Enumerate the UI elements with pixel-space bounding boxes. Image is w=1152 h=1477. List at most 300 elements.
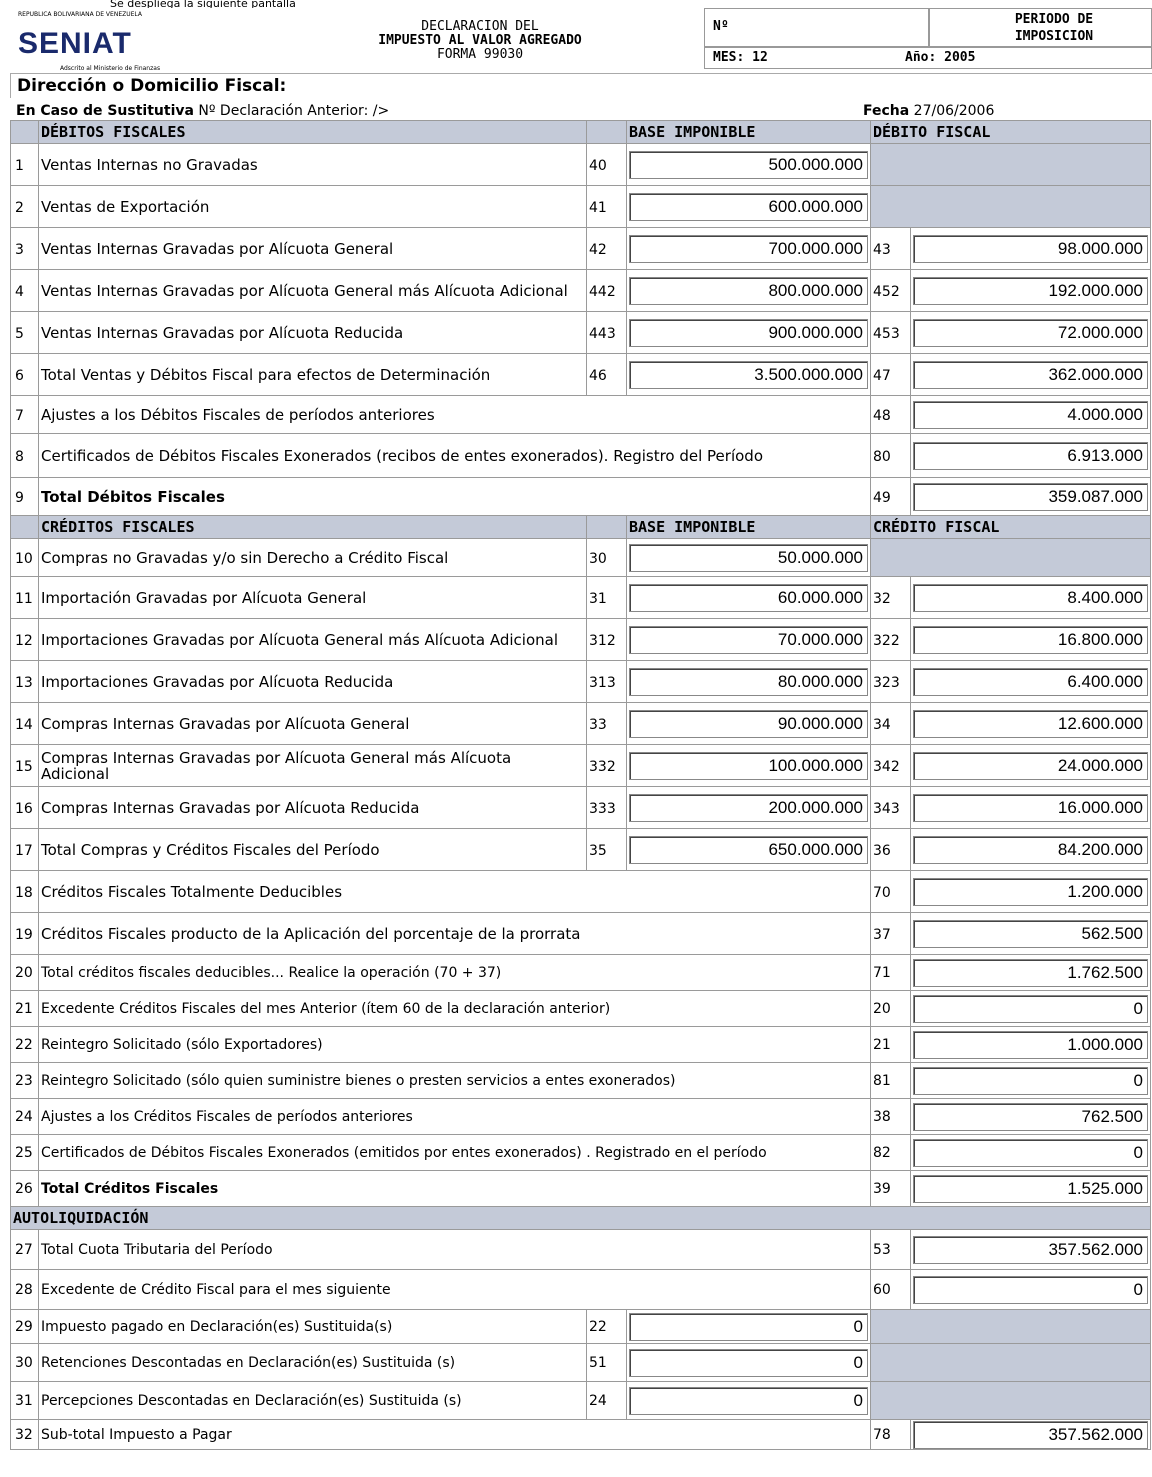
row-number: 10 xyxy=(15,550,33,567)
row-label-cell xyxy=(39,1310,587,1344)
declaration-table xyxy=(10,120,1151,1450)
row-label: Total créditos fiscales deducibles... Realice la operación (70 + 37) xyxy=(41,964,502,981)
section-title-cell xyxy=(11,1207,1151,1230)
row-label-cell xyxy=(39,1063,871,1099)
field-code: 333 xyxy=(589,800,616,817)
debitos-header-row xyxy=(11,121,1151,144)
field-code: 71 xyxy=(873,964,891,981)
code-cell xyxy=(587,619,627,661)
form-header xyxy=(0,8,1152,70)
row-label: Total Ventas y Débitos Fiscal para efectos de Determinación xyxy=(41,365,491,384)
base-value-cell xyxy=(627,787,871,829)
code-cell xyxy=(871,787,911,829)
row-label-cell xyxy=(39,354,587,396)
table-row xyxy=(11,1230,1151,1270)
field-code: 35 xyxy=(589,842,607,859)
field-code: 443 xyxy=(589,325,616,342)
fiscal-field[interactable]: 72.000.000 xyxy=(913,319,1148,347)
row-number-cell xyxy=(11,270,39,312)
row-label: Importaciones Gravadas por Alícuota General más Alícuota Adicional xyxy=(41,630,559,649)
field-code: 39 xyxy=(873,1180,891,1197)
row-label: Ventas Internas Gravadas por Alícuota General xyxy=(41,239,394,258)
base-imponible-field[interactable]: 0 xyxy=(629,1313,868,1341)
row-label-cell xyxy=(39,144,587,186)
fiscal-field[interactable]: 4.000.000 xyxy=(913,401,1148,429)
row-number-cell xyxy=(11,228,39,270)
fiscal-value-cell xyxy=(911,354,1151,396)
no-label: Nº xyxy=(713,19,729,34)
fiscal-field[interactable]: 6.913.000 xyxy=(913,442,1148,470)
field-code: 37 xyxy=(873,926,891,943)
row-number: 31 xyxy=(15,1392,33,1409)
fiscal-field[interactable]: 1.000.000 xyxy=(913,1031,1148,1059)
fiscal-field[interactable]: 0 xyxy=(913,1067,1148,1095)
code-cell xyxy=(587,354,627,396)
code-cell xyxy=(871,1171,911,1207)
table-row xyxy=(11,434,1151,478)
code-cell xyxy=(587,270,627,312)
code-cell xyxy=(871,1135,911,1171)
fiscal-field[interactable]: 6.400.000 xyxy=(913,668,1148,696)
row-number-cell xyxy=(11,396,39,434)
field-code: 82 xyxy=(873,1144,891,1161)
fiscal-field[interactable]: 0 xyxy=(913,995,1148,1023)
fiscal-value-cell xyxy=(911,991,1151,1027)
base-value-cell xyxy=(627,270,871,312)
fiscal-field[interactable]: 562.500 xyxy=(913,920,1148,948)
logo-bottom-text: Adscrito al Ministerio de Finanzas xyxy=(60,65,161,72)
code-cell xyxy=(871,434,911,478)
base-imponible-field[interactable]: 700.000.000 xyxy=(629,235,868,263)
base-value-cell xyxy=(627,186,871,228)
field-code: 33 xyxy=(589,716,607,733)
fiscal-value-cell xyxy=(911,1063,1151,1099)
fiscal-field[interactable]: 357.562.000 xyxy=(913,1236,1148,1264)
row-label-cell xyxy=(39,1027,871,1063)
row-number: 18 xyxy=(15,884,33,901)
code-cell xyxy=(871,913,911,955)
row-label: Certificados de Débitos Fiscales Exonerados (recibos de entes exonerados). Registro del Período xyxy=(41,446,763,465)
row-label-cell xyxy=(39,539,587,577)
field-code: 323 xyxy=(873,674,900,691)
row-number: 21 xyxy=(15,1000,33,1017)
code-cell xyxy=(871,228,911,270)
fiscal-field[interactable]: 8.400.000 xyxy=(913,584,1148,612)
table-row xyxy=(11,270,1151,312)
code-cell xyxy=(871,478,911,516)
row-label-cell xyxy=(39,577,587,619)
fiscal-field[interactable]: 762.500 xyxy=(913,1103,1148,1131)
row-label-cell xyxy=(39,703,587,745)
table-row xyxy=(11,228,1151,270)
row-label-cell xyxy=(39,1171,871,1207)
base-imponible-field[interactable]: 0 xyxy=(629,1349,868,1377)
header-blank xyxy=(11,121,39,144)
fiscal-value-cell xyxy=(911,913,1151,955)
row-number-cell xyxy=(11,1027,39,1063)
creditos-header-row xyxy=(11,516,1151,539)
code-cell xyxy=(587,661,627,703)
code-cell xyxy=(871,955,911,991)
table-row xyxy=(11,955,1151,991)
fiscal-value-cell xyxy=(911,1099,1151,1135)
field-code: 21 xyxy=(873,1036,891,1053)
fiscal-value-cell xyxy=(911,312,1151,354)
base-value-cell xyxy=(627,1382,871,1420)
base-imponible-field[interactable]: 900.000.000 xyxy=(629,319,868,347)
fiscal-field[interactable]: 1.200.000 xyxy=(913,878,1148,906)
field-code: 53 xyxy=(873,1241,891,1258)
row-number: 30 xyxy=(15,1354,33,1371)
row-number: 28 xyxy=(15,1281,33,1298)
base-imponible-field[interactable]: 90.000.000 xyxy=(629,710,868,738)
base-imponible-field[interactable]: 80.000.000 xyxy=(629,668,868,696)
code-cell xyxy=(871,1063,911,1099)
base-header-cell xyxy=(627,121,871,144)
title-line1: DECLARACION DEL xyxy=(421,19,539,34)
row-label-cell xyxy=(39,1344,587,1382)
code-cell xyxy=(587,787,627,829)
row-number: 7 xyxy=(15,407,24,424)
fiscal-header: CRÉDITO FISCAL xyxy=(873,518,1000,536)
row-number-cell xyxy=(11,745,39,787)
code-cell xyxy=(871,312,911,354)
row-label-cell xyxy=(39,228,587,270)
gray-filler xyxy=(871,539,1151,577)
code-cell xyxy=(587,1310,627,1344)
row-number: 22 xyxy=(15,1036,33,1053)
row-number: 15 xyxy=(15,758,33,775)
row-number-cell xyxy=(11,619,39,661)
row-label: Créditos Fiscales Totalmente Deducibles xyxy=(41,882,343,901)
row-number: 1 xyxy=(15,157,24,174)
code-cell xyxy=(587,1382,627,1420)
table-row xyxy=(11,787,1151,829)
row-label: Percepciones Descontadas en Declaración(es) Sustituida (s) xyxy=(41,1392,462,1409)
field-code: 48 xyxy=(873,407,891,424)
base-imponible-header: BASE IMPONIBLE xyxy=(629,123,756,141)
row-number-cell xyxy=(11,955,39,991)
row-number: 2 xyxy=(15,199,24,216)
fiscal-value-cell xyxy=(911,619,1151,661)
row-number-cell xyxy=(11,577,39,619)
fiscal-value-cell xyxy=(911,787,1151,829)
base-imponible-field[interactable]: 800.000.000 xyxy=(629,277,868,305)
gray-filler xyxy=(871,1344,1151,1382)
table-row xyxy=(11,1382,1151,1420)
code-cell xyxy=(871,354,911,396)
field-code: 312 xyxy=(589,632,616,649)
row-label: Ventas Internas no Gravadas xyxy=(41,155,258,174)
table-row xyxy=(11,1099,1151,1135)
field-code: 453 xyxy=(873,325,900,342)
code-cell xyxy=(587,577,627,619)
row-label: Impuesto pagado en Declaración(es) Sustituida(s) xyxy=(41,1318,393,1335)
row-label: Sub-total Impuesto a Pagar xyxy=(41,1426,232,1443)
fiscal-header: DÉBITO FISCAL xyxy=(873,123,991,141)
base-value-cell xyxy=(627,1310,871,1344)
autoliquidacion-title: AUTOLIQUIDACIÓN xyxy=(13,1209,149,1227)
row-number-cell xyxy=(11,1420,39,1450)
gray-filler xyxy=(871,186,1151,228)
code-cell xyxy=(587,539,627,577)
base-imponible-field[interactable]: 100.000.000 xyxy=(629,752,868,780)
header-blank xyxy=(587,121,627,144)
code-cell xyxy=(871,1420,911,1450)
top-caption: Se despliega la siguiente pantalla xyxy=(110,0,296,8)
domicilio-fiscal-label: Dirección o Domicilio Fiscal: xyxy=(10,73,1152,98)
table-row xyxy=(11,619,1151,661)
base-value-cell xyxy=(627,661,871,703)
row-number-cell xyxy=(11,1171,39,1207)
code-cell xyxy=(871,270,911,312)
fiscal-field[interactable]: 98.000.000 xyxy=(913,235,1148,263)
base-value-cell xyxy=(627,829,871,871)
row-number: 12 xyxy=(15,632,33,649)
fiscal-field[interactable]: 16.000.000 xyxy=(913,794,1148,822)
code-cell xyxy=(871,1027,911,1063)
row-number-cell xyxy=(11,1382,39,1420)
base-value-cell xyxy=(627,354,871,396)
row-label: Total Créditos Fiscales xyxy=(41,1180,219,1197)
code-cell xyxy=(871,829,911,871)
fiscal-value-cell xyxy=(911,1135,1151,1171)
code-cell xyxy=(587,703,627,745)
code-cell xyxy=(871,703,911,745)
row-number-cell xyxy=(11,1310,39,1344)
field-code: 30 xyxy=(589,550,607,567)
field-code: 313 xyxy=(589,674,616,691)
table-row xyxy=(11,991,1151,1027)
fiscal-field[interactable]: 1.762.500 xyxy=(913,959,1148,987)
field-code: 332 xyxy=(589,758,616,775)
row-number-cell xyxy=(11,703,39,745)
code-cell xyxy=(587,144,627,186)
field-code: 81 xyxy=(873,1072,891,1089)
row-number-cell xyxy=(11,539,39,577)
fiscal-value-cell xyxy=(911,1230,1151,1270)
field-code: 42 xyxy=(589,241,607,258)
fiscal-value-cell xyxy=(911,1420,1151,1450)
row-number: 6 xyxy=(15,367,24,384)
fiscal-value-cell xyxy=(911,1270,1151,1310)
fiscal-field[interactable]: 12.600.000 xyxy=(913,710,1148,738)
base-value-cell xyxy=(627,577,871,619)
row-label-cell xyxy=(39,1135,871,1171)
fiscal-header-cell xyxy=(871,516,1151,539)
row-label: Créditos Fiscales producto de la Aplicación del porcentaje de la prorrata xyxy=(41,924,581,943)
base-imponible-field[interactable]: 200.000.000 xyxy=(629,794,868,822)
fiscal-field[interactable]: 24.000.000 xyxy=(913,752,1148,780)
row-label-cell xyxy=(39,661,587,703)
title-line2: IMPUESTO AL VALOR AGREGADO xyxy=(378,33,582,48)
field-code: 49 xyxy=(873,489,891,506)
row-number-cell xyxy=(11,144,39,186)
row-label-cell xyxy=(39,619,587,661)
row-label-cell xyxy=(39,396,871,434)
fiscal-value-cell xyxy=(911,577,1151,619)
header-blank xyxy=(11,516,39,539)
row-number: 4 xyxy=(15,283,24,300)
base-value-cell xyxy=(627,312,871,354)
row-label-cell xyxy=(39,1420,871,1450)
row-number: 24 xyxy=(15,1108,33,1125)
row-number-cell xyxy=(11,478,39,516)
base-value-cell xyxy=(627,539,871,577)
row-label: Ventas Internas Gravadas por Alícuota Reducida xyxy=(41,323,404,342)
row-number: 32 xyxy=(15,1426,33,1443)
base-imponible-field[interactable]: 650.000.000 xyxy=(629,836,868,864)
base-imponible-field[interactable]: 60.000.000 xyxy=(629,584,868,612)
field-code: 46 xyxy=(589,367,607,384)
row-number-cell xyxy=(11,312,39,354)
field-code: 342 xyxy=(873,758,900,775)
fiscal-field[interactable]: 16.800.000 xyxy=(913,626,1148,654)
field-code: 78 xyxy=(873,1426,891,1443)
row-number: 9 xyxy=(15,489,24,506)
code-cell xyxy=(871,661,911,703)
row-number: 23 xyxy=(15,1072,33,1089)
table-row xyxy=(11,745,1151,787)
field-code: 70 xyxy=(873,884,891,901)
row-label: Ventas de Exportación xyxy=(41,197,210,216)
field-code: 442 xyxy=(589,283,616,300)
row-label: Excedente Créditos Fiscales del mes Anterior (ítem 60 de la declaración anterior) xyxy=(41,1000,611,1017)
fiscal-value-cell xyxy=(911,434,1151,478)
base-imponible-field[interactable]: 500.000.000 xyxy=(629,151,868,179)
code-cell xyxy=(587,829,627,871)
code-cell xyxy=(871,396,911,434)
row-label-cell xyxy=(39,829,587,871)
field-code: 80 xyxy=(873,448,891,465)
table-row xyxy=(11,871,1151,913)
fiscal-field[interactable]: 84.200.000 xyxy=(913,836,1148,864)
fiscal-field[interactable]: 192.000.000 xyxy=(913,277,1148,305)
row-label: Importaciones Gravadas por Alícuota Reducida xyxy=(41,672,394,691)
row-number-cell xyxy=(11,991,39,1027)
no-box xyxy=(704,8,930,48)
base-imponible-header: BASE IMPONIBLE xyxy=(629,518,756,536)
field-code: 34 xyxy=(873,716,891,733)
field-code: 51 xyxy=(589,1354,607,1371)
gray-filler xyxy=(871,1310,1151,1344)
row-number-cell xyxy=(11,354,39,396)
base-imponible-field[interactable]: 70.000.000 xyxy=(629,626,868,654)
code-cell xyxy=(871,1270,911,1310)
fiscal-header-cell xyxy=(871,121,1151,144)
periodo-label: PERIODO DE IMPOSICION xyxy=(1014,12,1094,44)
field-code: 47 xyxy=(873,367,891,384)
sustitutiva-bold: En Caso de Sustitutiva xyxy=(16,103,194,119)
field-code: 24 xyxy=(589,1392,607,1409)
section-title-cell xyxy=(39,121,587,144)
row-number: 14 xyxy=(15,716,33,733)
creditos-title: CRÉDITOS FISCALES xyxy=(41,518,195,536)
table-row xyxy=(11,1344,1151,1382)
code-cell xyxy=(587,186,627,228)
row-number: 11 xyxy=(15,590,33,607)
row-label: Ventas Internas Gravadas por Alícuota General más Alícuota Adicional xyxy=(41,281,568,300)
fiscal-value-cell xyxy=(911,396,1151,434)
base-imponible-field[interactable]: 0 xyxy=(629,1387,868,1415)
base-value-cell xyxy=(627,703,871,745)
table-row xyxy=(11,186,1151,228)
fiscal-field[interactable]: 0 xyxy=(913,1139,1148,1167)
table-row xyxy=(11,312,1151,354)
code-cell xyxy=(871,745,911,787)
period-values xyxy=(704,46,1152,69)
row-label-cell xyxy=(39,1270,871,1310)
section-title-cell xyxy=(39,516,587,539)
field-code: 322 xyxy=(873,632,900,649)
table-row xyxy=(11,661,1151,703)
fiscal-field[interactable]: 0 xyxy=(913,1276,1148,1304)
header-blank xyxy=(587,516,627,539)
base-imponible-field[interactable]: 50.000.000 xyxy=(629,544,868,572)
row-number-cell xyxy=(11,1230,39,1270)
fiscal-field[interactable]: 1.525.000 xyxy=(913,1175,1148,1203)
fiscal-value-cell xyxy=(911,270,1151,312)
debitos-title: DÉBITOS FISCALES xyxy=(41,123,186,141)
row-number: 17 xyxy=(15,842,33,859)
table-row xyxy=(11,1171,1151,1207)
base-imponible-field[interactable]: 3.500.000.000 xyxy=(629,361,868,389)
periodo-box xyxy=(928,8,1152,48)
fiscal-field[interactable]: 357.562.000 xyxy=(913,1421,1148,1449)
form-title xyxy=(285,20,675,62)
row-number: 26 xyxy=(15,1180,33,1197)
fiscal-field[interactable]: 359.087.000 xyxy=(913,483,1148,511)
fiscal-value-cell xyxy=(911,745,1151,787)
logo-brand: SENIAT xyxy=(18,27,132,60)
declaracion-anterior: Nº Declaración Anterior: /> xyxy=(198,103,390,119)
row-label: Retenciones Descontadas en Declaración(es) Sustituida (s) xyxy=(41,1354,456,1371)
base-imponible-field[interactable]: 600.000.000 xyxy=(629,193,868,221)
row-label: Compras Internas Gravadas por Alícuota General más Alícuota Adicional xyxy=(41,748,512,783)
table-row xyxy=(11,703,1151,745)
fiscal-value-cell xyxy=(911,661,1151,703)
base-value-cell xyxy=(627,745,871,787)
row-number-cell xyxy=(11,661,39,703)
fecha-value: 27/06/2006 xyxy=(913,103,995,119)
mes-label: MES: 12 xyxy=(713,50,768,65)
fiscal-value-cell xyxy=(911,955,1151,991)
row-label: Total Cuota Tributaria del Período xyxy=(41,1241,273,1258)
row-number-cell xyxy=(11,1135,39,1171)
row-label-cell xyxy=(39,745,587,787)
table-row xyxy=(11,1027,1151,1063)
field-code: 20 xyxy=(873,1000,891,1017)
row-label: Reintegro Solicitado (sólo quien suministre bienes o presten servicios a entes exonerados) xyxy=(41,1072,676,1089)
fiscal-value-cell xyxy=(911,829,1151,871)
row-number-cell xyxy=(11,434,39,478)
sustitutiva-line xyxy=(10,102,1152,120)
row-label-cell xyxy=(39,1382,587,1420)
row-number-cell xyxy=(11,871,39,913)
row-number: 8 xyxy=(15,448,24,465)
row-label-cell xyxy=(39,991,871,1027)
row-label-cell xyxy=(39,955,871,991)
row-number: 16 xyxy=(15,800,33,817)
logo-top-text: REPUBLICA BOLIVARIANA DE VENEZUELA xyxy=(18,11,142,18)
seniat-logo xyxy=(0,12,270,72)
row-label: Compras Internas Gravadas por Alícuota General xyxy=(41,714,410,733)
row-label: Ajustes a los Créditos Fiscales de períodos anteriores xyxy=(41,1108,413,1125)
fiscal-field[interactable]: 362.000.000 xyxy=(913,361,1148,389)
table-row xyxy=(11,539,1151,577)
table-row xyxy=(11,354,1151,396)
table-row xyxy=(11,1270,1151,1310)
